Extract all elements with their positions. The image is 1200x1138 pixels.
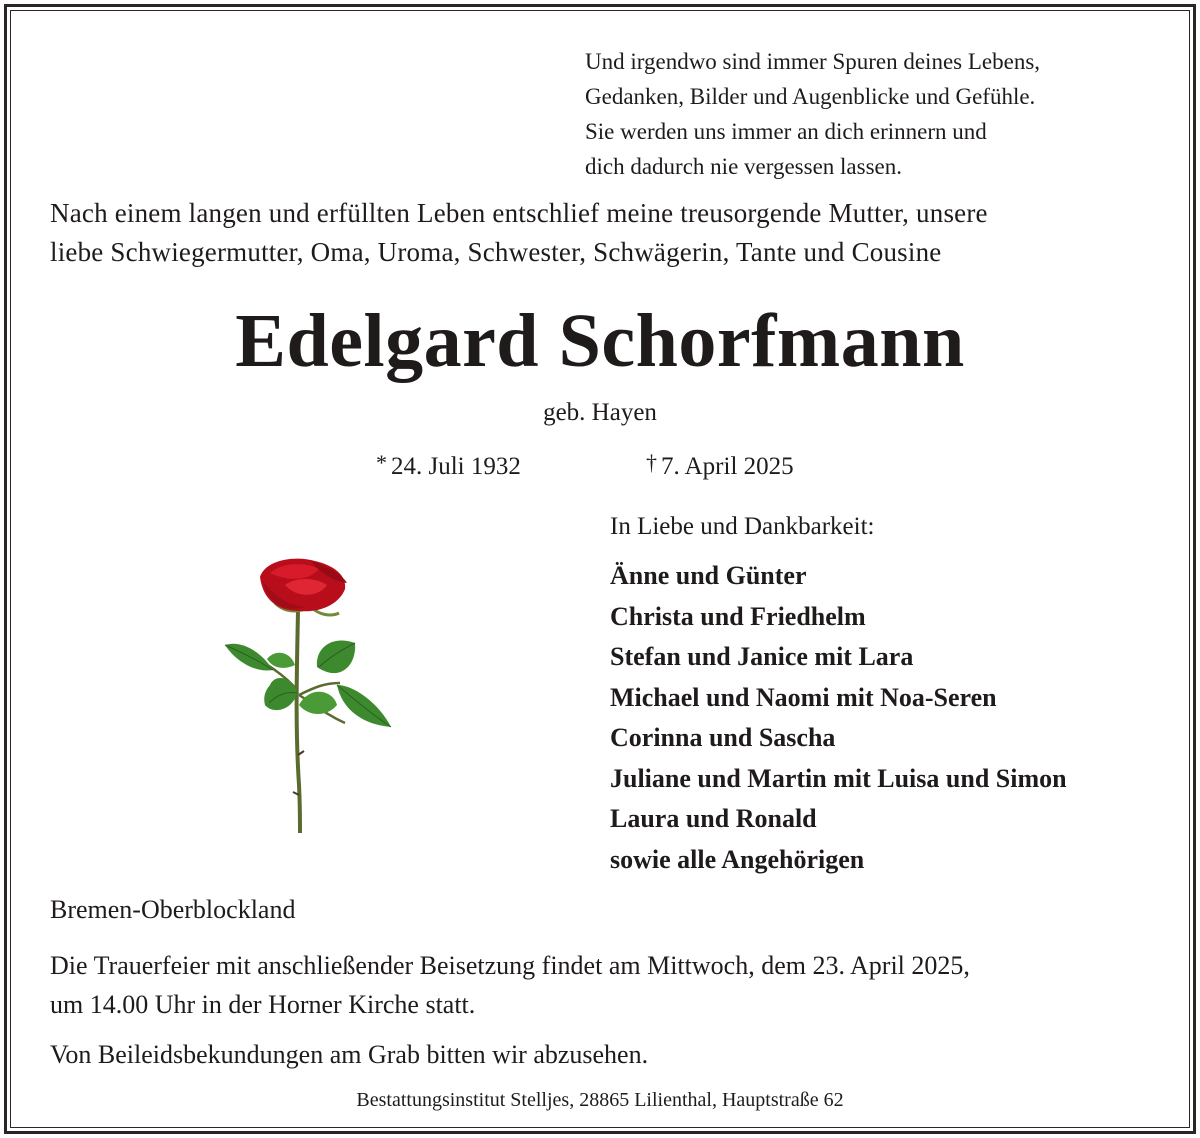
mourner-name: Juliane und Martin mit Luisa und Simon bbox=[610, 763, 1067, 793]
poem-line: Und irgendwo sind immer Spuren deines Lebens, bbox=[585, 49, 1041, 74]
mourner-name: Änne und Günter bbox=[610, 561, 807, 590]
red-rose-icon bbox=[215, 555, 405, 840]
mourner-name: Laura und Ronald bbox=[610, 804, 817, 833]
intro-line: liebe Schwiegermutter, Oma, Uroma, Schwester, Schwägerin, Tante und Cousine bbox=[50, 237, 942, 267]
mourner-name: Corinna und Sascha bbox=[610, 723, 836, 752]
death-date: 7. April 2025 bbox=[661, 453, 794, 480]
poem-line: Gedanken, Bilder und Augenblicke und Gefühle. bbox=[585, 84, 1036, 109]
mourners-list bbox=[610, 556, 1067, 880]
poem-line: Sie werden uns immer an dich erinnern und bbox=[585, 119, 987, 144]
deceased-name: Edelgard Schorfmann bbox=[235, 299, 965, 383]
ceremony-text bbox=[50, 946, 1160, 1024]
undertaker-address: Bestattungsinstitut Stelljes, 28865 Lilienthal, Hauptstraße 62 bbox=[356, 1089, 844, 1111]
death-symbol: † bbox=[646, 450, 657, 475]
birth-symbol: * bbox=[376, 450, 387, 475]
ceremony-line: um 14.00 Uhr in der Horner Kirche statt. bbox=[50, 990, 476, 1019]
mourner-name: Stefan und Janice mit Lara bbox=[610, 642, 914, 671]
death-date-line bbox=[646, 446, 794, 484]
intro-text bbox=[50, 194, 1150, 272]
poem bbox=[585, 44, 1175, 184]
poem-line: dich dadurch nie vergessen lassen. bbox=[585, 154, 903, 179]
birth-date-line bbox=[376, 446, 521, 484]
mourner-name: Michael und Naomi mit Noa-Seren bbox=[610, 682, 997, 712]
intro-line: Nach einem langen und erfüllten Leben entschlief meine treusorgende Mutter, unsere bbox=[50, 198, 988, 228]
mourners-heading: In Liebe und Dankbarkeit: bbox=[610, 513, 875, 540]
birth-name: geb. Hayen bbox=[543, 399, 657, 426]
ceremony-line: Die Trauerfeier mit anschließender Beisetzung findet am Mittwoch, dem 23. April 2025, bbox=[50, 951, 970, 980]
place: Bremen-Oberblockland bbox=[50, 895, 296, 924]
mourner-name: Christa und Friedhelm bbox=[610, 601, 866, 631]
birth-date: 24. Juli 1932 bbox=[391, 453, 521, 480]
mourner-name: sowie alle Angehörigen bbox=[610, 844, 865, 874]
condolence-note: Von Beileidsbekundungen am Grab bitten wir abzusehen. bbox=[50, 1040, 649, 1069]
